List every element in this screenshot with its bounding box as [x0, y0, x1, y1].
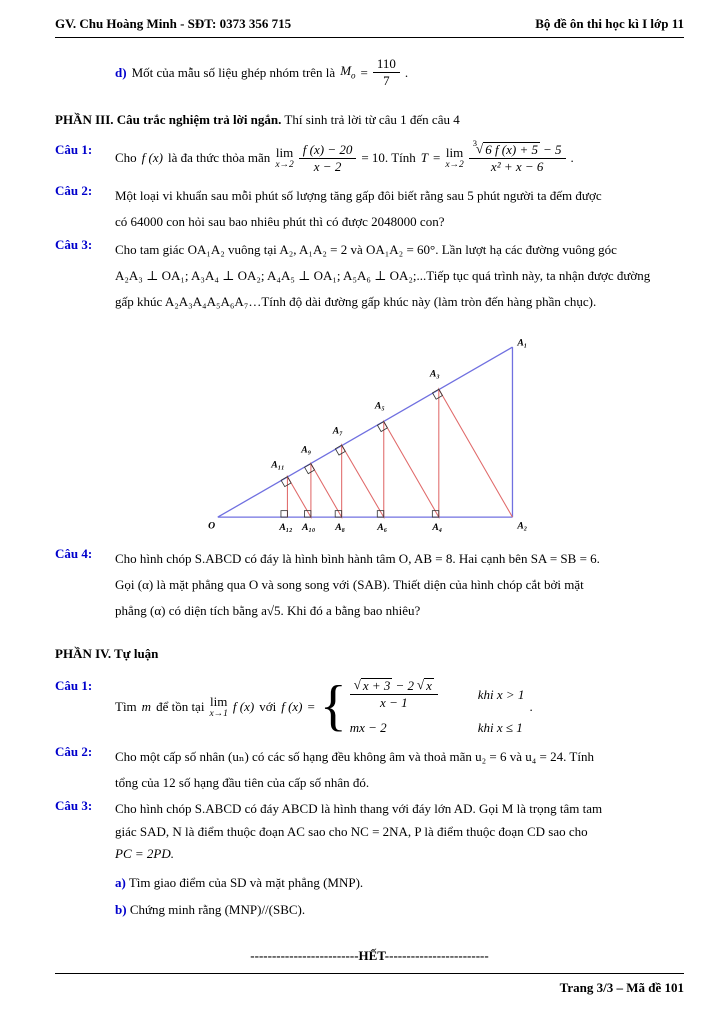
text-segment: Tìm: [115, 698, 137, 714]
figure-label: A₂: [516, 520, 527, 532]
right-angle-mark: [280, 511, 286, 517]
lim-word: lim: [210, 693, 228, 709]
figure-label: A₁₀: [301, 522, 315, 534]
text-line: có 64000 con hỏi sau bao nhiêu phút thì có được 2048000 con?: [115, 214, 445, 229]
p3q2-body: [115, 183, 684, 235]
cau3-figure: [55, 321, 684, 544]
piecewise-cases: [319, 675, 525, 738]
p3q1-row: [55, 137, 684, 176]
lim-word: lim: [445, 145, 464, 160]
figure-label: A₆: [376, 522, 387, 534]
sub-b-text: Chứng minh rằng (MNP)//(SBC).: [129, 901, 306, 917]
sub-a-text: Tìm giao điểm của SD và mặt phẳng (MNP).: [128, 875, 364, 890]
p4q2-body: [115, 744, 684, 796]
header-teacher-info: GV. Chu Hoàng Minh - SĐT: 0373 356 715: [55, 16, 292, 31]
figure-label: O: [207, 520, 215, 532]
p4q3-row: [55, 798, 684, 922]
zigzag-path: [287, 389, 512, 517]
math-fraction: [350, 678, 438, 712]
period: .: [404, 64, 409, 80]
sub-question-b: [115, 899, 684, 922]
period: .: [529, 698, 533, 714]
text-line: Cho một cấp số nhân (uₙ) có các số hạng đều không âm và thoả mãn u₂ = 6 và u₄ = 24. Tính: [115, 748, 594, 764]
figure-label: A₁₁: [270, 459, 284, 471]
fraction-numerator: [350, 678, 438, 694]
math-fx: f (x): [141, 150, 163, 166]
equals-sign: =: [307, 698, 315, 714]
p3q1-body: [115, 137, 684, 176]
numerator-tail: − 5: [543, 141, 562, 157]
p3q4-body: [115, 546, 684, 624]
case-condition: khi x ≤ 1: [477, 719, 523, 735]
fraction-denominator: 7: [373, 72, 400, 89]
text-line: Cho hình chóp S.ABCD có đáy ABCD là hình thang với đáy lớn AD. Gọi M là trọng tâm tam: [115, 800, 603, 816]
figure-label: A₁: [516, 337, 527, 349]
p3q4-label: Câu 4:: [55, 546, 93, 561]
fraction-numerator: [469, 137, 566, 158]
p3q3-row: [55, 237, 684, 315]
text-segment: là đa thức thỏa mãn: [167, 150, 271, 166]
lim-subscript: x→2: [445, 160, 464, 170]
math-var-M: [340, 63, 355, 82]
p3q1-label: Câu 1:: [55, 141, 93, 157]
p3q2-row: [55, 183, 684, 235]
sub-question-a: [115, 872, 684, 895]
text-segment: Cho: [115, 150, 137, 166]
page-footer: [55, 973, 684, 996]
figure-label: A₅: [374, 400, 385, 412]
part3-title: [55, 112, 684, 128]
item-d-spacer: [55, 56, 115, 90]
text-line: tổng của 12 số hạng đầu tiên của cấp số nhân đó.: [115, 774, 370, 790]
math-lim: [445, 146, 463, 171]
square-root: [417, 678, 434, 694]
text-line: gấp khúc A₂A₃A₄A₅A₆A₇…Tính độ dài đường gấp khúc này (làm tròn đến hàng phần chục).: [115, 294, 597, 309]
p4q1-label: Câu 1:: [55, 678, 93, 693]
fraction-denominator: x − 2: [299, 158, 357, 175]
p3q3-label: Câu 3:: [55, 237, 93, 252]
fraction-110-7: [373, 56, 400, 90]
lim-subscript: x→1: [209, 708, 228, 719]
item-d-label: d): [115, 64, 127, 80]
figure-label: A₉: [300, 444, 311, 456]
right-angle-mark: [304, 464, 314, 474]
cases-rows: [350, 678, 525, 736]
math-var-m: m: [141, 698, 152, 714]
p3q2-label: Câu 2:: [55, 183, 93, 198]
fraction-denominator: x − 1: [350, 694, 438, 711]
numerator-mid: − 2: [395, 678, 414, 693]
lim-subscript: x→2: [275, 160, 294, 170]
p4q1-body: [115, 675, 684, 738]
page-number: Trang 3/3 – Mã đề 101: [559, 980, 684, 995]
period: .: [570, 150, 574, 166]
text-segment: với: [259, 698, 277, 714]
p4q3-body: [115, 798, 684, 922]
fraction-numerator: 110: [376, 56, 396, 71]
item-d-text: Mốt của mẫu số liệu ghép nhóm trên là: [131, 64, 336, 80]
right-angle-mark: [377, 422, 387, 432]
text-line: Cho hình chóp S.ABCD có đáy là hình bình hành tâm O, AB = 8. Hai cạnh bên SA = SB = 6.: [115, 551, 600, 566]
case-row: [350, 720, 525, 736]
sub-b-label: b): [115, 901, 127, 917]
math-fraction: [299, 142, 357, 176]
triangle-edge: [217, 347, 512, 517]
math-fx: f (x): [232, 698, 255, 714]
text-line: Gọi (α) là mặt phẳng qua O và song song với (SAB). Thiết diện của hình chóp cắt bởi mặt: [115, 577, 584, 592]
radical-sign: √: [353, 677, 361, 693]
equals-sign: =: [360, 64, 368, 80]
text-line: Cho tam giác OA₁A₂ vuông tại A₂, A₁A₂ = 2 và OA₁A₂ = 60°. Lần lượt hạ các đường vuông góc: [115, 242, 617, 257]
text-line: A₂A₃ ⊥ OA₁; A₃A₄ ⊥ OA₂; A₄A₅ ⊥ OA₁; A₅A₆ ⊥ OA₂;...Tiếp tục quá trình này, ta nhận được đường: [115, 268, 651, 283]
text-segment: = 10. Tính: [361, 150, 416, 166]
end-marker: -------------------------HẾT------------------------: [250, 947, 489, 963]
figure-label: A₄: [431, 522, 442, 534]
part3-title-bold: PHẦN III. Câu trắc nghiệm trả lời ngắn.: [55, 111, 282, 127]
equals-sign: =: [432, 150, 441, 166]
case-row: [350, 678, 525, 712]
text-line: Một loại vi khuẩn sau mỗi phút số lượng tăng gấp đôi biết rằng sau 5 phút người ta đếm được: [115, 188, 602, 203]
radical-sign: √: [416, 677, 425, 693]
var-M-sub: o: [351, 70, 356, 81]
text-line: PC = 2PD.: [115, 846, 174, 862]
radicand: 6 f (x) + 5: [485, 141, 538, 157]
p4q3-label: Câu 3:: [55, 797, 93, 813]
math-fraction: [469, 137, 566, 176]
p4q2-label: Câu 2:: [55, 743, 93, 759]
text-line: giác SAD, N là điểm thuộc đoạn AC sao cho NC = 2NA, P là điểm thuộc đoạn CD sao cho: [115, 823, 588, 839]
cube-root: [472, 137, 540, 158]
p4q1-row: [55, 675, 684, 738]
item-d-body: [115, 56, 684, 90]
figure-label: A₃: [429, 368, 440, 380]
radicand: x + 3: [362, 678, 391, 694]
text-line: phẳng (α) có diện tích bằng a√5. Khi đó a bằng bao nhiêu?: [115, 603, 421, 618]
case-expression: [350, 678, 478, 712]
item-d-row: [55, 56, 684, 90]
square-root: [354, 678, 393, 694]
part3-title-rest: Thí sinh trả lời từ câu 1 đến câu 4: [281, 111, 460, 127]
case-expression: mx − 2: [349, 719, 387, 735]
p3q4-row: [55, 546, 684, 624]
page-header: [55, 16, 684, 38]
math-lim: [209, 695, 227, 720]
math-var-T: T: [420, 150, 428, 166]
figure-label: A₇: [332, 425, 343, 437]
radicand: x: [426, 678, 432, 694]
figure-label: A₈: [334, 522, 345, 534]
math-fx: f (x): [281, 698, 303, 714]
fraction-numerator: f (x) − 20: [302, 141, 353, 157]
figure-label: A₁₂: [278, 522, 293, 534]
lim-word: lim: [275, 145, 294, 160]
radical-sign: √: [476, 140, 484, 156]
cau3-figure-svg: [200, 321, 540, 540]
p3q3-body: [115, 237, 684, 315]
var-M: M: [340, 63, 352, 79]
fraction-denominator: x² + x − 6: [469, 158, 566, 175]
header-doc-title: Bộ đề ôn thi học kì I lớp 11: [535, 16, 684, 31]
case-condition: khi x > 1: [477, 686, 525, 702]
cases-brace: {: [319, 675, 347, 738]
math-lim: [275, 146, 293, 171]
root-index: 3: [472, 137, 478, 148]
p4q2-row: [55, 744, 684, 796]
sub-a-label: a): [115, 875, 126, 890]
text-segment: để tồn tại: [156, 698, 205, 714]
part4-title: PHẦN IV. Tự luận: [55, 646, 159, 661]
